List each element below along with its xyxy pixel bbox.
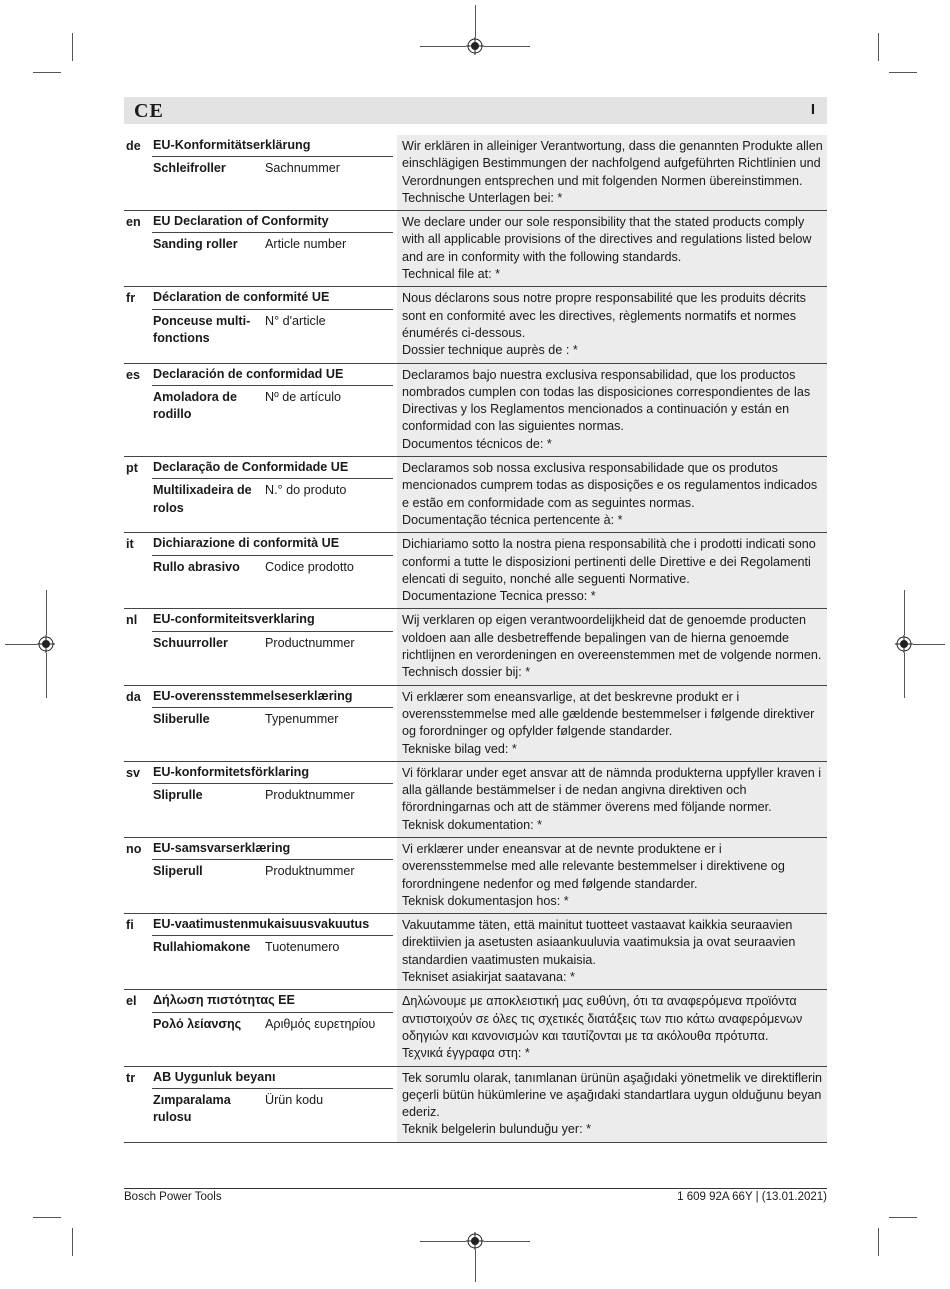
declaration-text: Vi erklærer som eneansvarlige, at det beskrevne produkt er i overensstemmelse med alle gældende bestemmelser i følgende direktiver og forordninger og opfylder følgende standarder. (402, 689, 815, 739)
declaration-text-block (397, 838, 827, 913)
registration-mark-icon (37, 635, 55, 653)
article-number-label: Tuotenumero (265, 940, 340, 955)
declaration-row (124, 287, 827, 363)
declaration-title: AB Uygunluk beyanı (152, 1067, 393, 1089)
product-info (152, 860, 393, 884)
crop-mark (484, 46, 530, 47)
declaration-title: Δήλωση πιστότητας ΕΕ (152, 990, 393, 1012)
declaration-row (124, 211, 827, 287)
declaration-title: EU-konformitetsförklaring (152, 762, 393, 784)
declaration-row (124, 762, 827, 838)
declaration-text: Vi förklarar under eget ansvar att de nämnda produkterna uppfyller kraven i alla gällande bestämmelser i de nedan angivna direktiven och förordningarnas och att de stämmer överens med följande normer. (402, 765, 822, 815)
article-number-label: N.° do produto (265, 483, 347, 498)
technical-file-location: Tekniske bilag ved: * (402, 741, 517, 756)
declaration-header (152, 364, 393, 456)
product-name: Rullahiomakone (153, 940, 251, 955)
article-number-label: Sachnummer (265, 161, 340, 176)
declaration-text-block (397, 609, 827, 684)
declaration-header (152, 1067, 393, 1142)
declaration-row (124, 135, 827, 211)
language-code: es (126, 367, 141, 382)
technical-file-location: Dossier technique auprès de : * (402, 343, 578, 358)
crop-mark (72, 1228, 73, 1256)
declaration-row (124, 990, 827, 1066)
product-info (152, 632, 393, 656)
crop-mark (475, 1250, 476, 1282)
crop-mark (889, 72, 917, 73)
technical-file-location: Documentos técnicos de: * (402, 436, 552, 451)
product-name: Ρολό λείανσης (153, 1016, 242, 1031)
technical-file-location: Technisch dossier bij: * (402, 665, 531, 680)
crop-mark (5, 644, 37, 645)
article-number-label: Produktnummer (265, 788, 355, 803)
product-info (152, 233, 393, 257)
declaration-text: Dichiariamo sotto la nostra piena responsabilità che i prodotti indicati sono conformi a tutte le disposizioni pertinenti delle Direttive e dei Regolamenti elencati di seguito, nonché alle seguenti Normative. (402, 537, 816, 586)
language-code: fr (126, 291, 136, 306)
declaration-row (124, 533, 827, 609)
declaration-row (124, 364, 827, 457)
declaration-text-block (397, 287, 827, 362)
product-info (152, 556, 393, 580)
declaration-header (152, 457, 393, 532)
language-code: it (126, 537, 134, 552)
language-code: el (126, 994, 137, 1009)
language-code: pt (126, 461, 138, 476)
declaration-text-block (397, 686, 827, 761)
page-header (124, 97, 827, 124)
product-name: Amoladora de rodillo (153, 389, 237, 422)
product-info (152, 386, 393, 428)
technical-file-location: Documentazione Tecnica presso: * (402, 589, 596, 604)
declaration-title: Dichiarazione di conformità UE (152, 533, 393, 555)
product-name: Sanding roller (153, 237, 238, 252)
language-code: nl (126, 613, 138, 628)
crop-mark (484, 1241, 530, 1242)
declaration-text-block (397, 762, 827, 837)
declaration-title: EU-overensstemmelseserklæring (152, 686, 393, 708)
declaration-text-block (397, 135, 827, 210)
declaration-text-block (397, 990, 827, 1065)
footer-document-id: 1 609 92A 66Y | (13.01.2021) (677, 1191, 827, 1203)
crop-mark (420, 46, 466, 47)
language-code: de (126, 139, 141, 153)
technical-file-location: Documentação técnica pertencente à: * (402, 512, 623, 527)
article-number-label: Productnummer (265, 635, 355, 650)
declaration-text: Tek sorumlu olarak, tanımlanan ürünün aşağıdaki yönetmelik ve direktiflerin geçerli bütün hükümlerine ve aşağıdaki standartlara uygun olduğunu beyan ederiz. (402, 1070, 823, 1120)
declaration-text-block (397, 457, 827, 532)
declaration-row (124, 838, 827, 914)
declaration-text: Nous déclarons sous notre propre responsabilité que les produits décrits sont en conformité avec les directives, règlements normatifs et normes énumérés ci-dessous. (402, 291, 806, 340)
declaration-text: Wij verklaren op eigen verantwoordelijkheid dat de genoemde producten voldoen aan alle desbetreffende bepalingen van de hierna genoemde richtlijnen en verordeningen en overeenstemmen met de volgende normen. (402, 613, 822, 663)
declaration-text: Δηλώνουμε με αποκλειστική μας ευθύνη, ότι τα αναφερόμενα προϊόντα αντιστοιχούν σε όλες τις σχετικές διατάξεις των πιο κάτω αναφερόμενων οδηγιών και κανονισμών και ταυτίζονται με τα ακόλουθα πρότυπα. (402, 994, 803, 1043)
footer-brand: Bosch Power Tools (124, 1191, 222, 1203)
language-code: tr (126, 1070, 136, 1085)
declaration-text: Vi erklærer under eneansvar at de nevnte produktene er i overensstemmelse med alle relevante bestemmelser i direktivene og forordningene nedenfor og med følgende standarder. (402, 841, 785, 891)
declaration-title: EU-Konformitätserklärung (152, 135, 393, 157)
declaration-title: Declaração de Conformidade UE (152, 457, 393, 479)
language-code: no (126, 841, 142, 856)
article-number-label: Αριθμός ευρετηρίου (265, 1016, 376, 1031)
technical-file-location: Teknisk dokumentation: * (402, 817, 543, 832)
crop-mark (420, 1241, 466, 1242)
product-name: Ponceuse multi-fonctions (153, 313, 251, 345)
declaration-text: Declaramos sob nossa exclusiva responsabilidade que os produtos mencionados cumprem todas as disposições e os regulamentos indicados e estão em conformidade com as seguintes normas. (402, 461, 818, 510)
declarations-table (124, 135, 827, 1143)
declaration-text: Wir erklären in alleiniger Verantwortung, dass die genannten Produkte allen einschlägigen Bestimmungen der nachfolgend aufgeführten Richtlinien und Verordnungen entsprechen und mit folgenden Normen übereinstimmen. (402, 139, 823, 188)
registration-mark-icon (466, 37, 484, 55)
technical-file-location: Technische Unterlagen bei: * (402, 190, 563, 205)
article-number-label: Produktnummer (265, 864, 355, 879)
ce-mark: CE (134, 100, 164, 122)
declaration-header (152, 533, 393, 608)
crop-mark (475, 5, 476, 37)
declaration-header (152, 211, 393, 286)
product-info (152, 1089, 393, 1131)
technical-file-location: Τεχνικά έγγραφα στη: * (402, 1046, 530, 1061)
product-name: Schuurroller (153, 635, 228, 650)
declaration-row (124, 457, 827, 533)
product-info (152, 708, 393, 732)
product-name: Schleifroller (153, 161, 226, 176)
declaration-title: EU-vaatimustenmukaisuusvakuutus (152, 914, 393, 936)
product-name: Rullo abrasivo (153, 559, 240, 574)
crop-mark (913, 644, 945, 645)
crop-mark (904, 590, 905, 635)
article-number-label: Article number (265, 237, 347, 252)
declaration-text-block (397, 364, 827, 456)
registration-mark-icon (895, 635, 913, 653)
declaration-text: Declaramos bajo nuestra exclusiva responsabilidad, que los productos nombrados cumplen con todas las disposiciones correspondientes de las Directivas y los Reglamentos mencionados a continuación y están en conformidad con las siguientes normas. (402, 367, 811, 434)
declaration-text-block (397, 533, 827, 608)
article-number-label: Nº de artículo (265, 389, 341, 404)
language-code: en (126, 215, 141, 230)
product-name: Zımparalama rulosu (153, 1092, 231, 1125)
footer-divider (124, 1188, 827, 1189)
technical-file-location: Teknik belgelerin bulunduğu yer: * (402, 1122, 592, 1137)
language-code: sv (126, 765, 141, 780)
article-number-label: Ürün kodu (265, 1092, 324, 1107)
product-name: Sliberulle (153, 711, 210, 726)
article-number-label: Codice prodotto (265, 559, 354, 574)
declaration-header (152, 762, 393, 837)
declaration-header (152, 914, 393, 989)
declaration-header (152, 135, 393, 210)
declaration-text: We declare under our sole responsibility that the stated products comply with all applicable provisions of the directives and regulations listed below and are in conformity with the following standards. (402, 215, 812, 264)
technical-file-location: Teknisk dokumentasjon hos: * (402, 893, 569, 908)
declaration-text-block (397, 211, 827, 286)
language-code: fi (126, 918, 134, 933)
product-name: Sliprulle (153, 788, 203, 803)
crop-mark (46, 653, 47, 698)
declaration-row (124, 914, 827, 990)
crop-mark (33, 1217, 61, 1218)
crop-mark (878, 1228, 879, 1256)
declaration-header (152, 838, 393, 913)
product-info (152, 310, 393, 352)
declaration-title: EU Declaration of Conformity (152, 211, 393, 233)
crop-mark (904, 653, 905, 698)
language-code: da (126, 689, 141, 704)
crop-mark (33, 72, 61, 73)
declaration-header (152, 990, 393, 1065)
declaration-row (124, 686, 827, 762)
declaration-title: EU-samsvarserklæring (152, 838, 393, 860)
declaration-header (152, 609, 393, 684)
declaration-header (152, 287, 393, 362)
technical-file-location: Tekniset asiakirjat saatavana: * (402, 970, 575, 985)
crop-mark (46, 590, 47, 635)
registration-mark-icon (466, 1232, 484, 1250)
product-name: Sliperull (153, 864, 203, 879)
product-name: Multilixadeira de rolos (153, 483, 252, 515)
declaration-text-block (397, 1067, 827, 1142)
crop-mark (878, 33, 879, 61)
product-info (152, 157, 393, 181)
declaration-text: Vakuutamme täten, että mainitut tuotteet vastaavat kaikkia seuraavien direktiivien ja asetusten asiaankuuluvia vaatimuksia ja ovat seuraavien standardien vaatimusten mukaisia. (402, 918, 796, 967)
declaration-title: EU-conformiteitsverklaring (152, 609, 393, 631)
technical-file-location: Technical file at: * (402, 267, 501, 282)
crop-mark (889, 1217, 917, 1218)
crop-mark (72, 33, 73, 61)
declaration-row (124, 1067, 827, 1143)
declaration-row (124, 609, 827, 685)
product-info (152, 784, 393, 808)
article-number-label: Typenummer (265, 711, 339, 726)
declaration-title: Declaración de conformidad UE (152, 364, 393, 386)
product-info (152, 479, 393, 521)
product-info (152, 936, 393, 960)
declaration-text-block (397, 914, 827, 989)
article-number-label: N° d'article (265, 313, 326, 328)
declaration-title: Déclaration de conformité UE (152, 287, 393, 309)
page-number: I (810, 101, 815, 118)
declaration-header (152, 686, 393, 761)
product-info (152, 1013, 393, 1037)
